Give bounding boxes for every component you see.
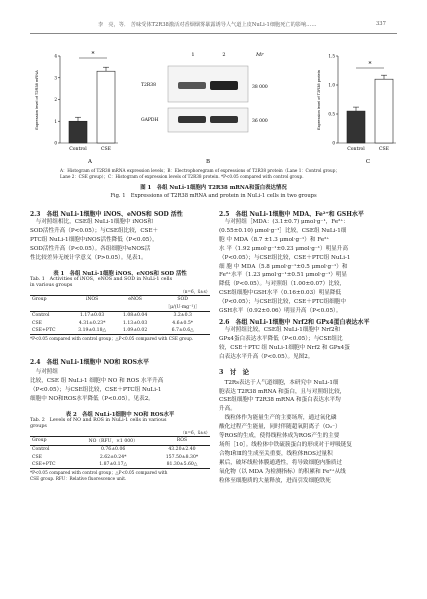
left-column: [30, 209, 210, 481]
text-line: 氧化物（以 MDA 为检测指标）的积累和 Fe²⁺从线: [219, 468, 346, 475]
text-line: 与对照组: [30, 369, 58, 375]
section-3-heading: 3 讨 论: [219, 367, 250, 376]
text-line: 合物Ⅰ和Ⅱ的生成至关重要，线粒体ROS过量积: [219, 450, 333, 457]
section-2-6-text: [219, 326, 399, 362]
panel-c-label: C: [365, 159, 371, 165]
section-2-3-text: [30, 218, 210, 263]
table-row: [30, 312, 210, 320]
panel-b-band2-mr: 36 000: [252, 119, 268, 124]
panel-c-category-label: CSE: [378, 147, 390, 152]
table-cell: 3.19±0.18△: [78, 328, 107, 334]
panel-b-label: B: [205, 159, 211, 165]
table-2-title-en: [30, 418, 210, 430]
table-row: [30, 446, 210, 454]
table-cell: 6.7±0.6△: [171, 328, 194, 334]
text-line: 与对照组［MDA：(3.1±0.7) μmol·g⁻¹，Fe²⁺：: [219, 219, 349, 225]
table-1-n: （n=6，x̄±s）: [180, 288, 210, 294]
table-row: [30, 461, 210, 469]
panel-b-band2-label: GAPDH: [141, 118, 159, 123]
table-cell: CSE+PTC: [32, 328, 56, 334]
figure-1-legend-line1: A：Histogram of T2R38 mRNA expression levels；B：Electrophoregram of expressions of T2R38 protein（Lane 1：Control group；: [60, 168, 340, 173]
text-line: 累后，破坏线粒体膜通透性，将导致细胞内脂质过: [219, 459, 343, 466]
section-2-3-heading: 2.3 各组 NuLi-1细胞中 iNOS、eNOS和 SOD 活性: [30, 211, 183, 218]
table-cell: 0.76±0.06: [100, 447, 126, 453]
panel-a-star: *: [91, 51, 95, 58]
panel-a-tick-label: 1: [54, 118, 57, 124]
figure-1-caption-cn: 图 1 各组 NuLi-1细胞内 T2R38 mRNA和蛋白表达情况: [140, 185, 287, 191]
text-line: 细 胞 中 MDA（5.8 μmol·g⁻¹±0.5 μmol·g⁻¹）和: [219, 263, 348, 270]
table-cell: 1.08±0.04: [122, 313, 148, 319]
text-line: (0.55±0.10) μmol·g⁻¹］比较，CSE组 NuLi-1细: [219, 227, 347, 234]
panel-b-blot: [141, 52, 268, 165]
section-2-6-heading: 2.6 各组 NuLi-1细胞中 Nrf2和 GPx4蛋白表达水平: [219, 318, 370, 326]
text-line: Fe²⁺水平（1.23 μmol·g⁻¹±0.51 μmol·g⁻¹）明显: [219, 272, 348, 279]
table-1-head-sod: SOD: [177, 296, 188, 302]
text-line: GSH水平（0.92±0.06）明显升高（P<0.05）。: [219, 308, 342, 315]
panel-a-bar-cse: [97, 71, 115, 143]
table-2-note-line2: CSE group. RFU：Relative fluorescence unit.: [30, 475, 127, 481]
table-2-title-cn: 表 2 各组 NuLi-1细胞中 NO和 ROS水平: [65, 411, 175, 418]
panel-c-chart: [316, 54, 396, 166]
text-line: 升高。: [219, 406, 236, 413]
table-1-head-inos: iNOS: [85, 296, 99, 302]
text-line: SOD活性升高（P<0.05）；与CSE组比较，CSE＋: [30, 227, 159, 234]
table-cell: 3.2±0.3: [173, 313, 192, 319]
table-cell: 1.13±0.03: [122, 320, 148, 326]
blot-t2r38-band-lane2: [210, 81, 238, 90]
table-row: [30, 327, 210, 335]
section-2-5-heading: 2.5 各组 NuLi-1细胞中 MDA、Fe²⁺和 GSH水平: [219, 211, 364, 218]
text-line: CSE组细胞中GSH水平（0.16±0.03）明显降低: [219, 290, 342, 297]
page-number: 337: [376, 21, 386, 27]
text-line: 比较，CSE 组 NuLi-1 细胞中 NO 和 ROS 水平升高: [30, 377, 164, 384]
table-cell: 4.31±0.23*: [78, 320, 106, 326]
header-rule: [30, 33, 397, 34]
running-header: [98, 21, 317, 28]
table-1-title-en-line2: in various groups: [30, 282, 73, 288]
table-cell: CSE: [32, 454, 43, 460]
text-line: （P<0.05）；与CSE组比较，CSE＋PTC组细胞中: [219, 299, 346, 306]
text-line: 降低（P<0.05）。与对照组（1.00±0.07）比较，: [219, 281, 346, 288]
table-cell: 2.62±0.24*: [99, 454, 127, 460]
table-2-head-ros: ROS: [176, 438, 188, 444]
panel-c-bar-control: [347, 111, 365, 143]
blot-gapdh-band-lane2: [210, 116, 238, 123]
section-2-4-text: [30, 368, 210, 404]
panel-c-tick-label: 1.5: [328, 53, 335, 59]
panel-a-tick-label: 2: [54, 97, 57, 102]
panel-b-lane2: 2: [222, 52, 226, 58]
text-line: 与对照组相比，CSE组 NuLi-1细胞中 iNOS和: [30, 219, 154, 225]
figure-1-legend-line2: Lane 2：CSE group）；C：Histogram of expression levels of T2R38 protein. *P<0.05 compared with control group.: [60, 173, 304, 179]
panel-c-ylabel: Expression level of T2R38 protein: [316, 70, 321, 130]
table-row: [30, 320, 210, 327]
panel-a-bar-control: [69, 121, 87, 143]
panel-a-ylabel: Expression level of T2R38 mRNA: [34, 70, 39, 130]
table-cell: 157.50±8.30*: [165, 454, 199, 460]
text-line: CSE组细胞中 T2R38 mRNA 和蛋白表达水平均: [219, 397, 341, 404]
panel-a-category-label: CSE: [100, 147, 112, 152]
text-line: 胞 中 MDA（8.7 ±1.3 μmol·g⁻¹）和 Fe²⁺: [219, 236, 330, 243]
panel-a-category-label: Control: [69, 147, 87, 152]
table-row: [30, 453, 210, 460]
header-authors: 李 亮，等．: [98, 22, 130, 28]
header-title: 苦味受体T2R38激活对香烟烟雾暴露诱导人气道上皮NuLi-1细胞死亡的影响……: [130, 22, 317, 28]
panel-c-tick-label: 0.5: [328, 111, 335, 117]
section-2-4-heading: 2.4 各组 NuLi-1细胞中 NO和 ROS水平: [30, 359, 149, 366]
panel-a-chart: [34, 51, 118, 165]
discussion-paragraph-1: [219, 379, 399, 415]
text-line: 细胞中 NO和ROS水平降低（P<0.05）。见表2。: [30, 395, 154, 402]
table-2-n: （n=6，x̄±s）: [180, 430, 210, 436]
figure-1-caption-en: Fig. 1 Expressions of T2R38 mRNA and protein in NuLi-1 cells in two groups: [110, 193, 317, 199]
table-2-head-no: NO（RFU，×1 000）: [88, 438, 138, 444]
table-cell: 1.17±0.03: [79, 313, 105, 319]
table-cell: Control: [32, 447, 50, 453]
table-1-unit: ［μ/(U·mg⁻¹)］: [165, 305, 200, 311]
text-line: GPx4蛋白表达水平降低（P<0.05）；与CSE组比: [219, 335, 343, 342]
panel-c-tick-label: 1.0: [328, 82, 335, 88]
table-2-title-en-line1: Tab. 2 Levels of NO and ROS in NuLi-1 cells in various: [30, 417, 167, 423]
table-1: [30, 295, 210, 336]
table-cell: Control: [32, 313, 50, 319]
table-cell: CSE+PTC: [32, 461, 56, 467]
blot-gapdh-band-lane1: [178, 116, 206, 123]
text-line: PTC组 NuLi-1细胞中iNOS活性降低（P<0.05），: [30, 236, 158, 243]
table-1-head-enos: eNOS: [128, 296, 142, 302]
text-line: T2Rs表达于人气道细胞，本研究中 NuLi-1细: [219, 379, 339, 386]
figure-1-legend: [60, 168, 370, 179]
discussion-paragraph-2: [219, 414, 399, 485]
text-line: （P<0.05）；与CSE组比较，CSE＋PTC组 NuLi-1: [30, 386, 162, 393]
table-1-head-group: Group: [32, 296, 47, 302]
panel-c-category-label: Control: [347, 147, 365, 152]
panel-b-band1-label: T2R38: [141, 83, 156, 88]
text-line: SOD活性升高（P<0.05）。各组细胞中eNOS活: [30, 245, 151, 252]
right-column: [219, 209, 399, 485]
text-line: 水 平（1.92 μmol·g⁻¹±0.23 μmol·g⁻¹）明显升高: [219, 245, 348, 252]
text-line: 粒体至细胞质的大量释放，进而引发细胞铁死: [219, 477, 331, 484]
text-line: 较，CSE＋PTC 组 NuLi-1细胞中 Nrf2 和 GPx4蛋: [219, 344, 350, 351]
text-line: （P<0.05）；与CSE组比较，CSE＋PTC组 NuLi-1: [219, 254, 351, 261]
panel-a-tick-label: 4: [54, 53, 57, 59]
text-line: 等ROS的生成，使得线粒体成为ROS产生的主要: [219, 433, 340, 440]
text-line: 性比较差异无统计学意义（P>0.05）。见表1。: [30, 254, 147, 261]
table-cell: CSE: [32, 320, 43, 326]
table-1-title-en-line1: Tab. 1 Activities of iNOS，eNOS and SOD in NuLi-1 cells: [30, 276, 173, 282]
table-1-title-en: [30, 277, 210, 289]
table-2: [30, 436, 210, 470]
panel-c-bar-cse: [375, 79, 393, 143]
blot-t2r38-band-lane1: [178, 82, 206, 89]
table-cell: 1.87±0.17△: [99, 461, 128, 467]
text-line: 与对照组比较，CSE组 NuLi-1细胞中 Nrf2和: [219, 326, 341, 333]
table-cell: 43.20±2.40: [168, 447, 196, 453]
table-1-title-cn: 表 1 各组 NuLi-1细胞 iNOS、eNOS和 SOD 活性: [53, 270, 187, 277]
panel-a-tick-label: 3: [54, 75, 57, 81]
table-cell: 81.30±5.60△: [166, 461, 198, 467]
table-cell: 4.6±0.5*: [172, 320, 194, 326]
text-line: 线粒体作为能量生产的主要场所，通过氧化磷: [219, 415, 337, 422]
table-1-note: *P<0.05 compared with control group；△P<0.05 compared with CSE group.: [30, 336, 194, 342]
panel-c-tick-label: 0: [332, 140, 335, 146]
panel-b-lane1: 1: [191, 52, 195, 58]
table-2-head-group: Group: [32, 438, 47, 444]
text-line: 场所［10］。线粒体中铁硫簇蛋白的形成对于呼吸链复: [219, 441, 352, 448]
table-2-note-line1: *P<0.05 compared with control group；△P<0.05 compared with: [30, 470, 168, 476]
text-line: 酸化过程产生能量，同时伴随超氧阴离子（O₂⁻）: [219, 424, 341, 431]
table-2-title-en-line2: groups: [30, 423, 47, 429]
figure-1: [28, 44, 403, 166]
text-line: 白表达水平升高（P<0.05）。见图2。: [219, 353, 314, 360]
table-2-note: [30, 470, 210, 481]
panel-c-star: *: [368, 61, 372, 68]
panel-a-tick-label: 0: [54, 140, 57, 146]
panel-b-mr: Mr: [256, 52, 264, 58]
text-line: 胞表达 T2R38 mRNA 和蛋白，且与对照组比较，: [219, 388, 346, 395]
panel-b-band1-mr: 38 000: [252, 85, 268, 90]
section-2-5-text: [219, 218, 399, 316]
table-cell: 1.09±0.02: [122, 328, 148, 334]
panel-a-label: A: [88, 159, 92, 165]
